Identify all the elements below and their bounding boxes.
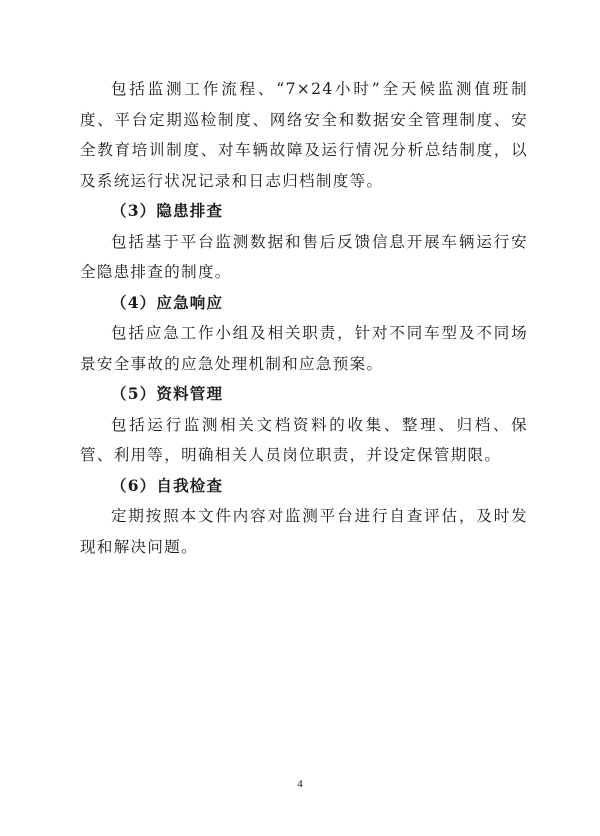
page-number: 4 bbox=[297, 778, 303, 790]
heading-self-inspection: （6）自我检查 bbox=[111, 475, 224, 495]
heading-records-management: （5）资料管理 bbox=[111, 384, 224, 403]
document-body bbox=[80, 74, 528, 562]
heading-hazard-inspection: （3）隐患排查 bbox=[111, 201, 224, 220]
paragraph-hazard-inspection: 包括基于平台监测数据和售后反馈信息开展车辆运行安全隐患排查的制度。 bbox=[80, 232, 528, 281]
paragraph-self-inspection: 定期按照本文件内容对监测平台进行自查评估，及时发现和解决问题。 bbox=[80, 507, 528, 556]
paragraph-emergency-response: 包括应急工作小组及相关职责，针对不同车型及不同场景安全事故的应急处理机制和应急预案。 bbox=[80, 324, 528, 373]
paragraph-records-management: 包括运行监测相关文档资料的收集、整理、归档、保管、利用等，明确相关人员岗位职责，并设定保管期限。 bbox=[80, 415, 528, 464]
paragraph-monitoring-system: 包括监测工作流程、“7×24小时”全天候监测值班制度、平台定期巡检制度、网络安全和数据安全管理制度、安全教育培训制度、对车辆故障及运行情况分析总结制度，以及系统运行状况记录和日志归档制度等。 bbox=[80, 80, 528, 190]
heading-emergency-response: （4）应急响应 bbox=[111, 292, 224, 312]
